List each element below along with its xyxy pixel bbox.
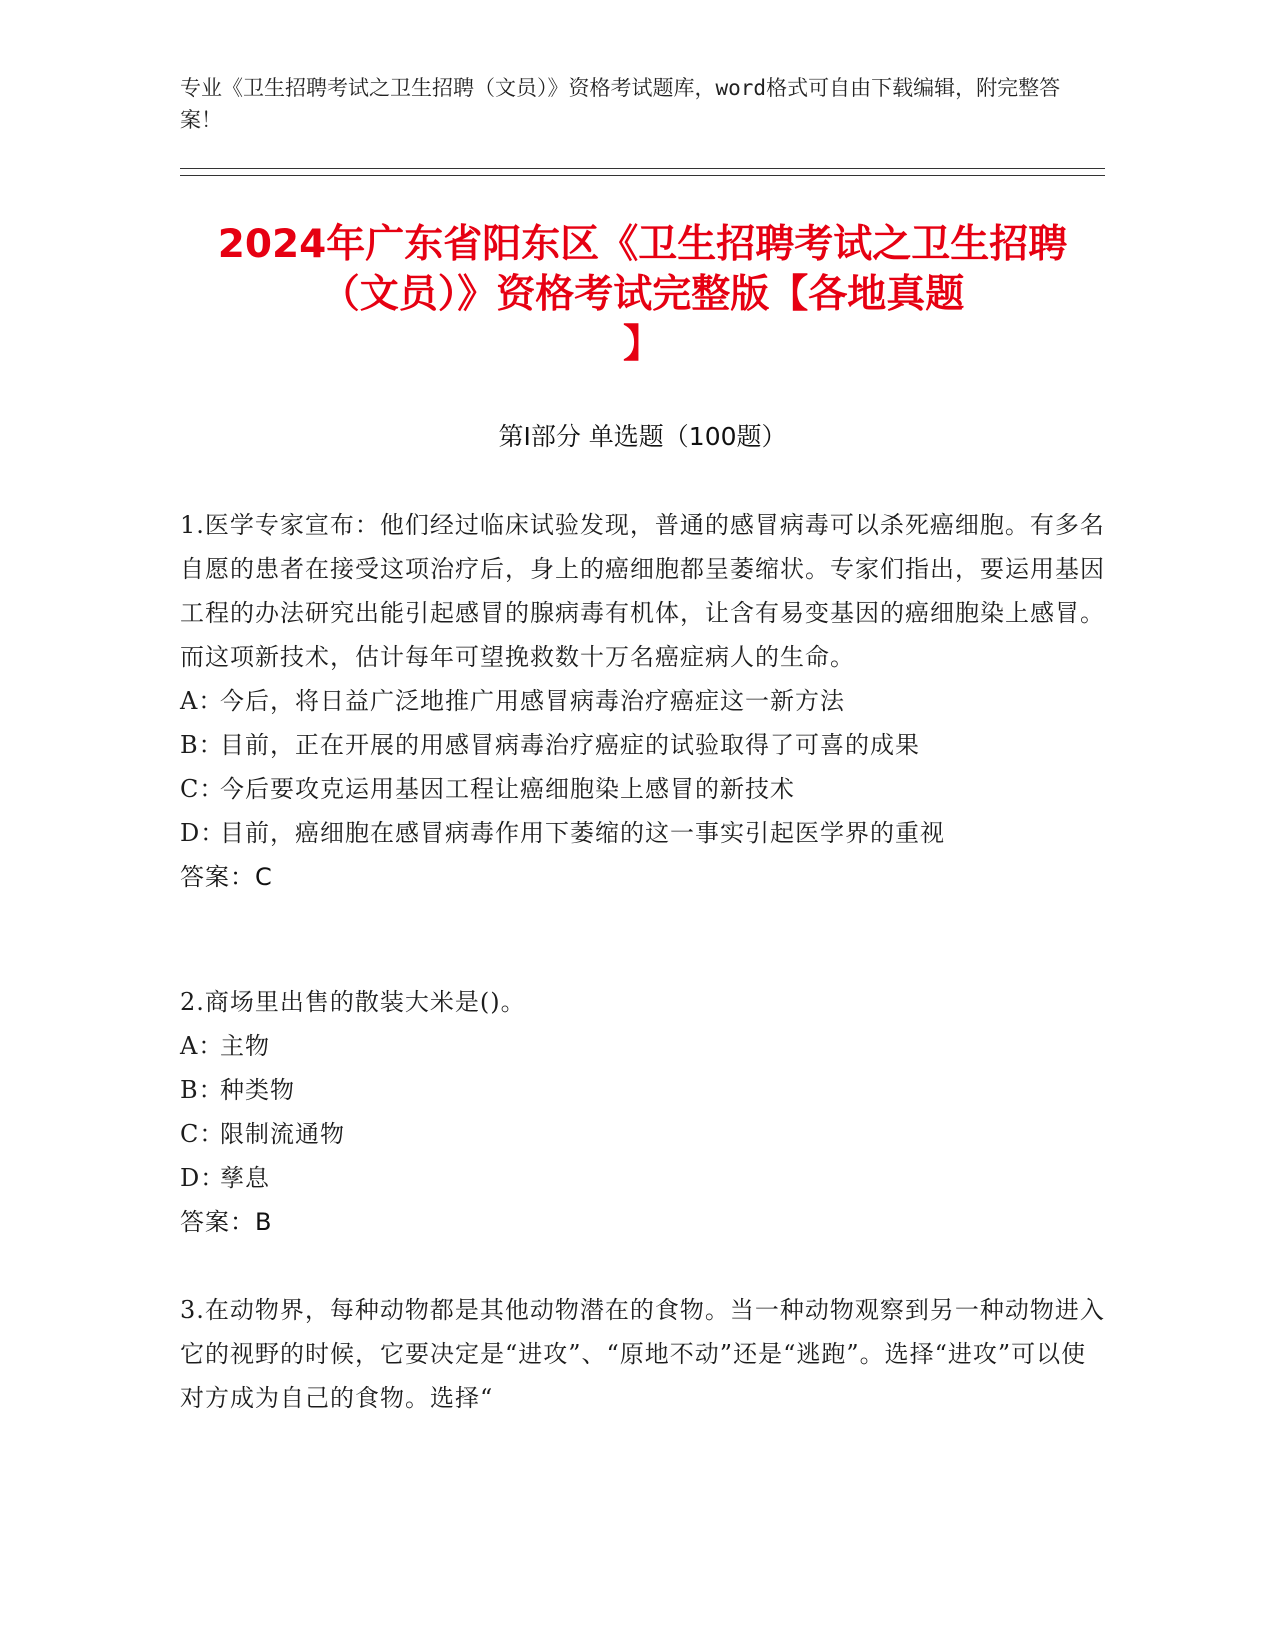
document-title	[180, 220, 1105, 370]
option-b: B：种类物	[180, 1076, 295, 1104]
question-3	[180, 1288, 1105, 1420]
option-a: A：今后，将日益广泛地推广用感冒病毒治疗癌症这一新方法	[180, 687, 845, 715]
header-rule-top	[180, 168, 1105, 169]
section-heading: 第Ⅰ部分 单选题（100题）	[498, 422, 787, 451]
option-a: A：主物	[180, 1032, 270, 1060]
question-stem: 2.商场里出售的散装大米是()。	[180, 988, 526, 1016]
document-title-tail: 】	[622, 322, 662, 367]
header-rule-bottom	[180, 175, 1105, 176]
option-b: B：目前，正在开展的用感冒病毒治疗癌症的试验取得了可喜的成果	[180, 731, 920, 759]
header-note: 专业《卫生招聘考试之卫生招聘（文员）》资格考试题库，word格式可自由下载编辑，附完整答案！	[180, 76, 1061, 132]
document-title-line: 2024年广东省阳东区《卫生招聘考试之卫生招聘（文员）》资格考试完整版【各地真题	[217, 222, 1068, 317]
answer: 答案：B	[180, 1208, 273, 1236]
question-1	[180, 503, 1105, 899]
option-d: D：目前，癌细胞在感冒病毒作用下萎缩的这一事实引起医学界的重视	[180, 819, 945, 847]
question-2	[180, 980, 1105, 1244]
option-d: D：孳息	[180, 1164, 270, 1192]
question-stem: 3.在动物界，每种动物都是其他动物潜在的食物。当一种动物观察到另一种动物进入它的视野的时候，它要决定是“进攻”、“原地不动”还是“逃跑”。选择“进攻”可以使对方成为自己的食物。选择“	[180, 1296, 1105, 1412]
option-c: C：限制流通物	[180, 1120, 345, 1148]
question-stem: 1.医学专家宣布：他们经过临床试验发现，普通的感冒病毒可以杀死癌细胞。有多名自愿的患者在接受这项治疗后，身上的癌细胞都呈萎缩状。专家们指出，要运用基因工程的办法研究出能引起感冒的腺病毒有机体，让含有易变基因的癌细胞染上感冒。而这项新技术，估计每年可望挽救数十万名癌症病人的生命。	[180, 511, 1105, 671]
option-c: C：今后要攻克运用基因工程让癌细胞染上感冒的新技术	[180, 775, 795, 803]
answer: 答案：C	[180, 863, 273, 891]
